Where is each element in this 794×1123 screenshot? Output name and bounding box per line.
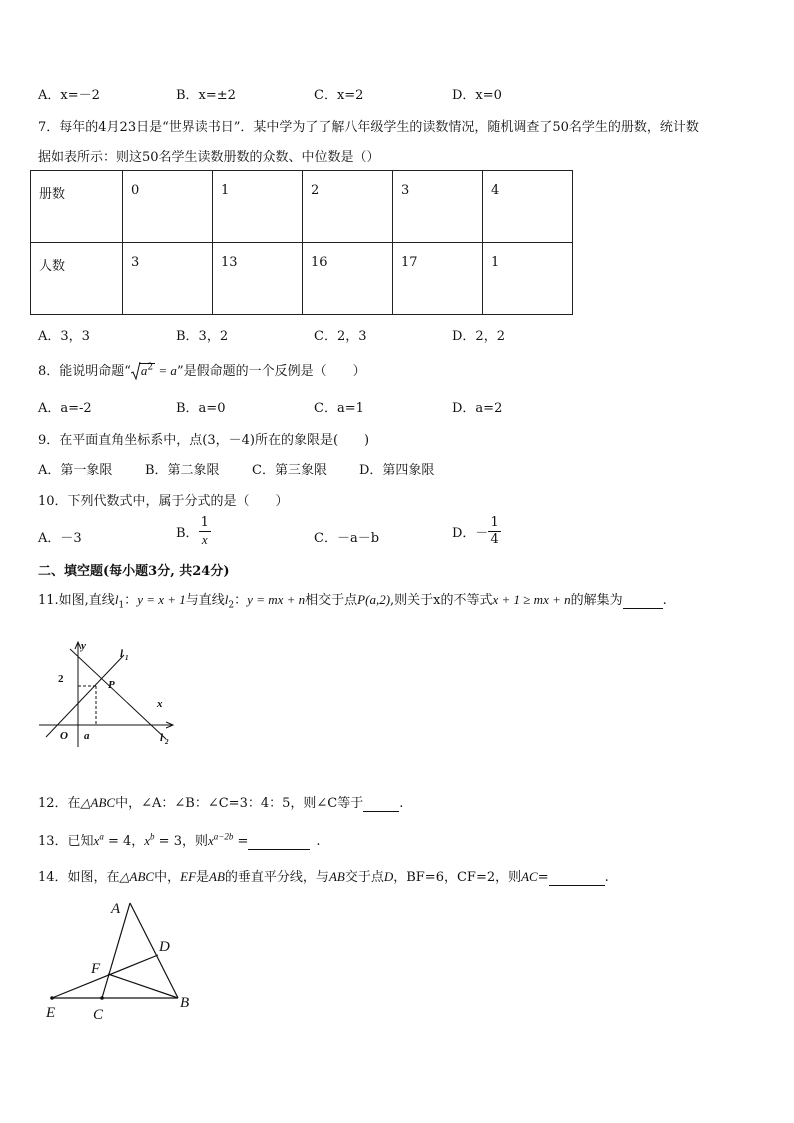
q6-option-b: B．x=±2 — [176, 88, 236, 103]
answer-blank — [549, 870, 605, 886]
table-cell: 1 — [213, 171, 303, 243]
segment-ed — [52, 955, 158, 998]
segment-name: AB — [209, 869, 225, 884]
line-subscript: 2 — [228, 600, 235, 611]
q11-figure — [34, 635, 184, 750]
table-row — [31, 243, 573, 315]
point-e-dot — [50, 996, 54, 1000]
table-cell: 册数 — [31, 171, 123, 243]
q10-question: 10．下列代数式中，属于分式的是（ ） — [38, 494, 289, 509]
equation: y = mx + n — [247, 592, 306, 607]
radicand-exponent: 2 — [147, 362, 154, 373]
q13-text: = 4， — [103, 834, 145, 849]
point-label-d: D — [159, 939, 170, 955]
q8-option-c: C．a=1 — [314, 401, 364, 416]
variable: x — [93, 833, 100, 848]
q8-option-b: B．a=0 — [176, 401, 226, 416]
inequality: x + 1 ≥ mx + n — [492, 592, 571, 607]
q10-option-b — [176, 515, 211, 548]
q14-text: . — [604, 870, 609, 885]
q7-option-c: C．2，3 — [314, 329, 367, 344]
q11-text: 与直线 — [185, 593, 225, 608]
q13-text: = 3，则 — [154, 834, 208, 849]
q11-text: 相交于点 — [305, 593, 358, 608]
line-label: l — [120, 648, 124, 660]
denominator: 4 — [490, 532, 499, 547]
origin-label: O — [60, 730, 68, 742]
q9-question: 9．在平面直角坐标系中，点(3，－4)所在的象限是( ) — [38, 433, 370, 448]
tick-label: a — [84, 730, 90, 742]
segment-name: AB — [328, 869, 345, 884]
fraction — [199, 515, 211, 548]
q7-text-line2: 据如表所示：则这50名学生读数册数的众数、中位数是（） — [38, 150, 380, 165]
q13-question — [38, 830, 321, 850]
q13-text: = — [233, 834, 249, 849]
segment-name: AC — [521, 869, 538, 884]
q14-text: 14．如图，在 — [38, 870, 120, 885]
point-c-dot — [100, 996, 104, 1000]
q8-rhs: = a — [155, 363, 177, 378]
answer-blank — [363, 796, 399, 812]
numerator: 1 — [200, 515, 209, 530]
table-cell: 人数 — [31, 243, 123, 315]
point-label: P(a,2) — [357, 592, 391, 607]
q11-text: 的解集为 — [570, 593, 623, 608]
q7-option-a: A．3，3 — [38, 329, 90, 344]
numerator: 1 — [490, 515, 499, 530]
q12-text: . — [399, 796, 404, 811]
line-label: l — [160, 732, 164, 744]
vertex-label-b: B — [180, 995, 190, 1011]
q10-option-a: A．－3 — [38, 531, 82, 546]
exponent: a−2b — [213, 831, 234, 842]
q8-option-d: D．a=2 — [452, 401, 503, 416]
axis-label-x: x — [157, 698, 163, 710]
q6-option-d: D．x=0 — [452, 88, 502, 103]
tick-label: 2 — [58, 673, 64, 685]
q8-question — [38, 360, 366, 379]
line-name: l — [224, 592, 229, 607]
sqrt-expression — [131, 363, 155, 379]
table-cell: 13 — [213, 243, 303, 315]
table-cell: 3 — [123, 243, 213, 315]
fraction — [488, 515, 500, 548]
table-cell: 0 — [123, 171, 213, 243]
q9-option-d: D．第四象限 — [359, 463, 435, 478]
q12-question — [38, 792, 403, 812]
vertex-label-c: C — [93, 1007, 104, 1023]
q8-option-a: A．a=-2 — [38, 401, 92, 416]
q14-question — [38, 866, 609, 886]
q10-option-d — [452, 515, 501, 548]
q11-text: ： — [124, 593, 138, 608]
table-cell: 17 — [393, 243, 483, 315]
q10-option-d-label: D．－ — [452, 526, 489, 541]
answer-blank — [623, 593, 663, 609]
q14-text: 的垂直平分线，与 — [224, 870, 329, 885]
q11-text: ： — [234, 593, 248, 608]
q9-option-c: C．第三象限 — [252, 463, 327, 478]
point-label: P — [108, 679, 115, 691]
q10-option-c: C．－a－b — [314, 531, 380, 546]
q12-text: 中，∠A：∠B：∠C=3：4：5，则∠C等于 — [115, 796, 364, 811]
section-heading: 二、填空题(每小题3分, 共24分) — [38, 564, 230, 579]
q13-text: 13．已知 — [38, 834, 94, 849]
q11-text: . — [662, 593, 667, 608]
line-name: l — [114, 592, 119, 607]
triangle-name: △ABC — [80, 795, 116, 810]
point-label-e: E — [46, 1005, 56, 1021]
q11-text: 11.如图,直线 — [38, 593, 115, 608]
q10-option-b-label: B． — [176, 526, 199, 541]
q6-option-c: C．x=2 — [314, 88, 364, 103]
table-cell: 3 — [393, 171, 483, 243]
table-cell: 1 — [483, 243, 573, 315]
variable: x — [144, 833, 151, 848]
vertex-label-a: A — [111, 901, 121, 917]
q13-text: . — [316, 834, 321, 849]
q14-text: 是 — [196, 870, 210, 885]
q7-option-b: B．3，2 — [176, 329, 229, 344]
q9-option-a: A．第一象限 — [38, 463, 113, 478]
table-cell: 2 — [303, 171, 393, 243]
denominator: x — [201, 532, 208, 547]
q7-text-line1: 7．每年的4月23日是“世界读书日”．某中学为了了解八年级学生的读数情况，随机调查了50名学生的册数，统计数 — [38, 120, 699, 135]
line-label-subscript: 2 — [165, 738, 169, 746]
segment-name: EF — [180, 869, 197, 884]
answer-blank — [248, 834, 310, 850]
table-cell: 16 — [303, 243, 393, 315]
q11-question — [38, 589, 667, 611]
q14-text: 中， — [154, 870, 181, 885]
radicand: a — [140, 363, 148, 378]
q11-text: ,则关于x的不等式 — [390, 593, 493, 608]
q7-table — [30, 170, 573, 315]
q12-text: 12．在 — [38, 796, 81, 811]
q14-figure — [40, 895, 200, 1025]
point-name: D — [383, 869, 394, 884]
radical-sign-icon — [131, 362, 141, 380]
q7-option-d: D．2，2 — [452, 329, 505, 344]
q6-option-a: A．x=－2 — [38, 88, 100, 103]
point-label-f: F — [91, 961, 101, 977]
table-row — [31, 171, 573, 243]
axis-label-y: y — [81, 640, 86, 652]
triangle-name: △ABC — [119, 869, 155, 884]
line-label-subscript: 1 — [125, 654, 129, 662]
q8-prefix: 8．能说明命题“ — [38, 364, 131, 379]
table-cell: 4 — [483, 171, 573, 243]
variable: x — [207, 833, 214, 848]
segment-ac — [102, 903, 130, 998]
q8-suffix: ”是假命题的一个反例是（ ） — [176, 364, 366, 379]
q14-text: ，BF=6，CF=2，则 — [393, 870, 522, 885]
equation: y = x + 1 — [137, 592, 186, 607]
exponent: a — [99, 831, 104, 842]
q14-text: = — [537, 870, 549, 885]
q14-text: 交于点 — [344, 870, 384, 885]
q9-option-b: B．第二象限 — [145, 463, 220, 478]
line-subscript: 1 — [118, 600, 125, 611]
exponent: b — [150, 831, 155, 842]
